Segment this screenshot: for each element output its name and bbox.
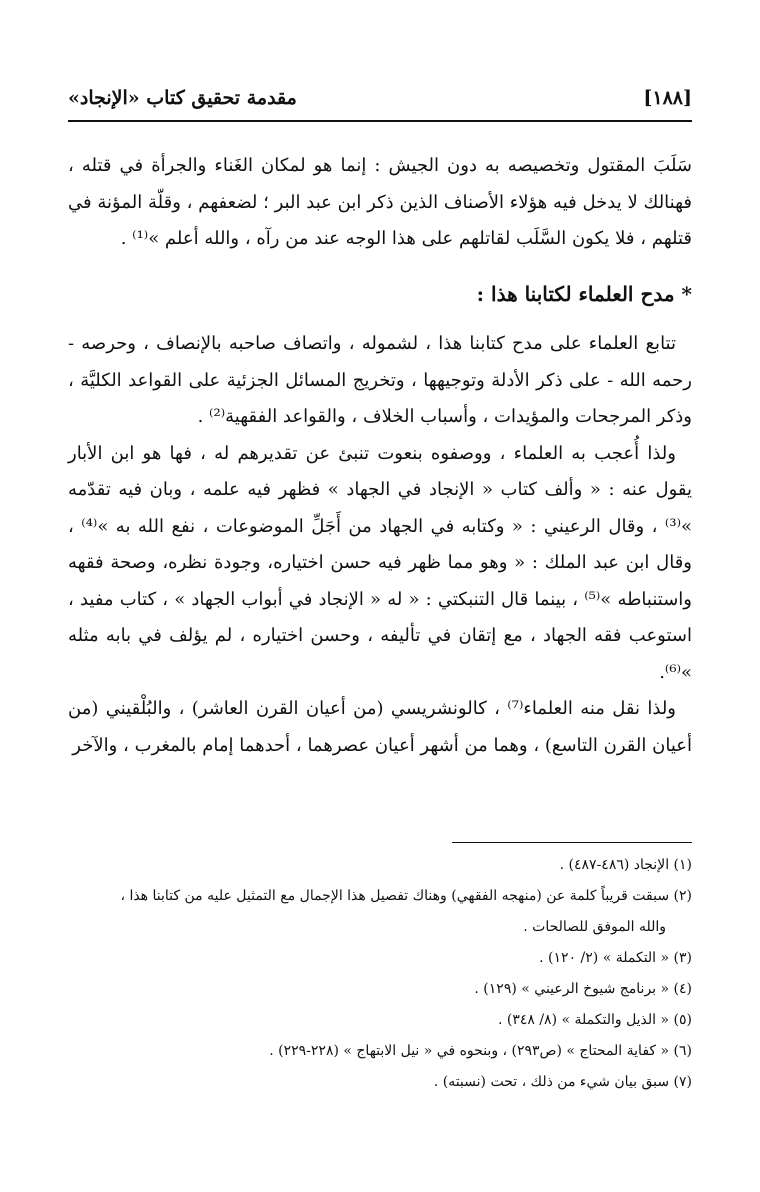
footnote-rule	[452, 842, 692, 843]
footnote-5: (٥) « الذيل والتكملة » (٨/ ٣٤٨) .	[497, 1012, 692, 1028]
footnote-2: (٢) سبقت قريباً كلمة عن (منهجه الفقهي) وهناك تفصيل هذا الإجمال مع التمثيل عليه من كتابنا هذا ،	[120, 888, 692, 904]
running-title: مقدمة تحقيق كتاب «الإنجاد»	[68, 87, 297, 109]
main-text	[68, 148, 692, 764]
footnote-1: (١) الإنجاد (٤٨٦-٤٨٧) .	[559, 857, 692, 873]
running-header	[68, 80, 692, 116]
page-number: [١٨٨]	[643, 87, 692, 109]
footnote-7: (٧) سبق بيان شيء من ذلك ، تحت (نسبته) .	[433, 1074, 692, 1090]
paragraph-4: ولذا نقل منه العلماء⁽⁷⁾ ، كالونشريسي (من أعيان القرن العاشر) ، والبُلْقيني (من أعيان القرن التاسع) ، وهما من أشهر أعيان عصرهما ، أحدهما إمام بالمغرب ، والآخر	[68, 698, 692, 756]
section-heading: * مدح العلماء لكتابنا هذا :	[476, 281, 692, 306]
footnote-4: (٤) « برنامج شيوخ الرعيني » (١٢٩) .	[474, 981, 692, 997]
footnote-3: (٣) « التكملة » (٢/ ١٢٠) .	[539, 950, 692, 966]
footnote-2-continued: والله الموفق للصالحات .	[523, 919, 666, 935]
footnotes	[68, 850, 692, 1098]
paragraph-3: ولذا أُعجب به العلماء ، ووصفوه بنعوت تنبئ عن تقديرهم له ، فها هو ابن الأبار يقول عنه : « وألف كتاب « الإنجاد في الجهاد » فظهر فيه علمه ، وبان فيه تقدّمه »⁽³⁾ ، وقال الرعيني : « وكتابه في الجهاد من أَجَلِّ الموضوعات ، نفع الله به »⁽⁴⁾ ، وقال ابن عبد الملك : « وهو مما ظهر فيه حسن اختياره، وجودة نظره، وصحة فقهه واستنباطه »⁽⁵⁾ ، بينما قال التنبكتي : « له « الإنجاد في أبواب الجهاد » ، كتاب مفيد ، استوعب فقه الجهاد ، مع إتقان في تأليفه ، وحسن اختياره ، لم يؤلف في بابه مثله »⁽⁶⁾.	[68, 442, 693, 683]
paragraph-2: تتابع العلماء على مدح كتابنا هذا ، لشموله ، واتصاف صاحبه بالإنصاف ، وحرصه - رحمه الله - على ذكر الأدلة وتوجيهها ، وتخريج المسائل الجزئية على القواعد الكليَّة ، وذكر المرجحات والمؤيدات ، وأسباب الخلاف ، والقواعد الفقهية⁽²⁾ .	[68, 333, 692, 427]
paragraph-1: سَلَبَ المقتول وتخصيصه به دون الجيش : إنما هو لمكان الغَناء والجرأة في قتله ، فهنالك لا يدخل فيه هؤلاء الأصناف الذين ذكر ابن عبد البر ؛ لضعفهم ، وقلّة المؤنة في قتلهم ، فلا يكون السَّلَب لقاتلهم على هذا الوجه عند من رآه ، والله أعلم »⁽¹⁾ .	[68, 155, 692, 249]
header-rule	[68, 120, 692, 122]
footnote-6: (٦) « كفاية المحتاج » (ص٢٩٣) ، وبنحوه في « نيل الابتهاج » (٢٢٨-٢٢٩) .	[269, 1043, 692, 1059]
